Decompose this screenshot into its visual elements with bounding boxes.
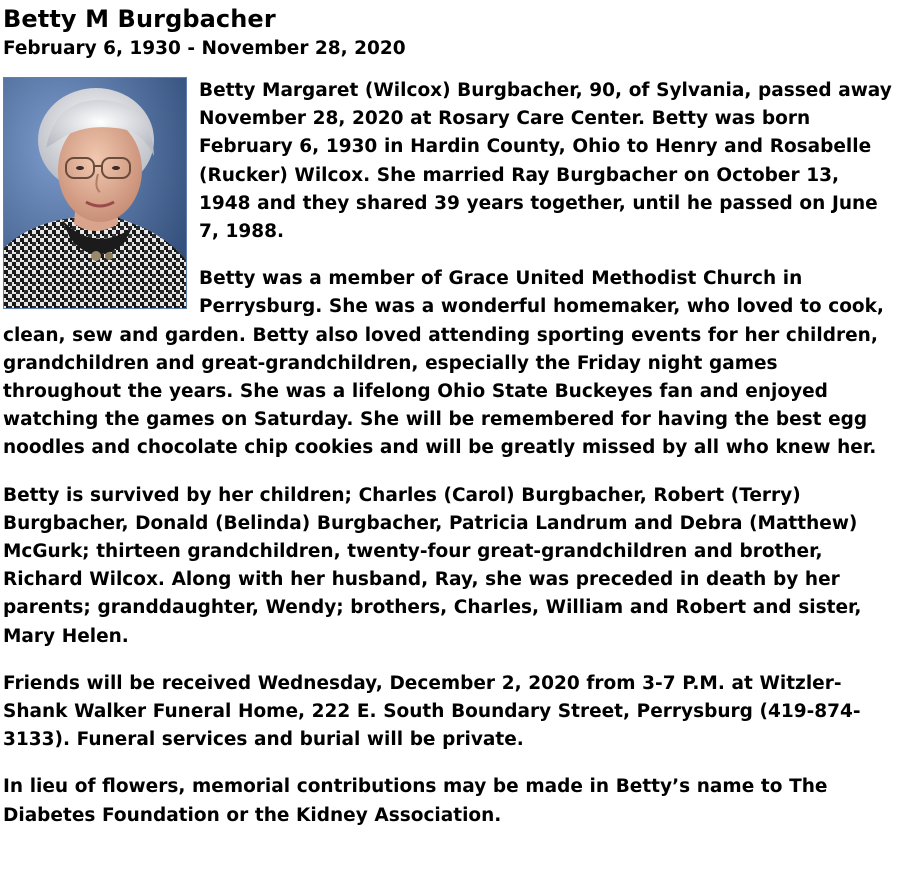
- paragraph-survivors: Betty is survived by her children; Charles (Carol) Burgbacher, Robert (Terry) Burgbacher, Donald (Belinda) Burgbacher, Patricia Landrum and Debra (Matthew) McGurk; thirteen grandchildren, twenty-four great-grandchildren and brother, Richard Wilcox. Along with her husband, Ray, she was preceded in death by her parents; granddaughter, Wendy; brothers, Charles, William and Robert and sister, Mary Helen.: [3, 484, 862, 647]
- obituary-body: [3, 77, 893, 830]
- obituary-page: [3, 4, 893, 849]
- portrait-photo: [3, 77, 187, 309]
- paragraph-services: Friends will be received Wednesday, December 2, 2020 from 3-7 P.M. at Witzler-Shank Walker Funeral Home, 222 E. South Boundary Street, Perrysburg (419-874-3133). Funeral services and burial will be private.: [3, 672, 861, 751]
- portrait-image: [4, 78, 187, 309]
- page-title: Betty M Burgbacher: [3, 5, 276, 33]
- paragraph-intro: Betty Margaret (Wilcox) Burgbacher, 90, of Sylvania, passed away November 28, 2020 at Rosary Care Center. Betty was born February 6, 1930 in Hardin County, Ohio to Henry and Rosabelle (Rucker) Wilcox. She married Ray Burgbacher on October 13, 1948 and they shared 39 years together, until he passed on June 7, 1988.: [199, 80, 892, 243]
- paragraph-life: Betty was a member of Grace United Methodist Church in Perrysburg. She was a wonderful homemaker, who loved to cook, clean, sew and garden. Betty also loved attending sporting events for her children, grandchildren and great-grandchildren, especially the Friday night games throughout the years. She was a lifelong Ohio State Buckeyes fan and enjoyed watching the games on Saturday. She will be remembered for having the best egg noodles and chocolate chip cookies and will be greatly missed by all who knew her.: [3, 268, 884, 459]
- life-dates: February 6, 1930 - November 28, 2020: [3, 38, 406, 59]
- paragraph-memorials: In lieu of flowers, memorial contributions may be made in Betty’s name to The Diabetes Foundation or the Kidney Association.: [3, 776, 828, 826]
